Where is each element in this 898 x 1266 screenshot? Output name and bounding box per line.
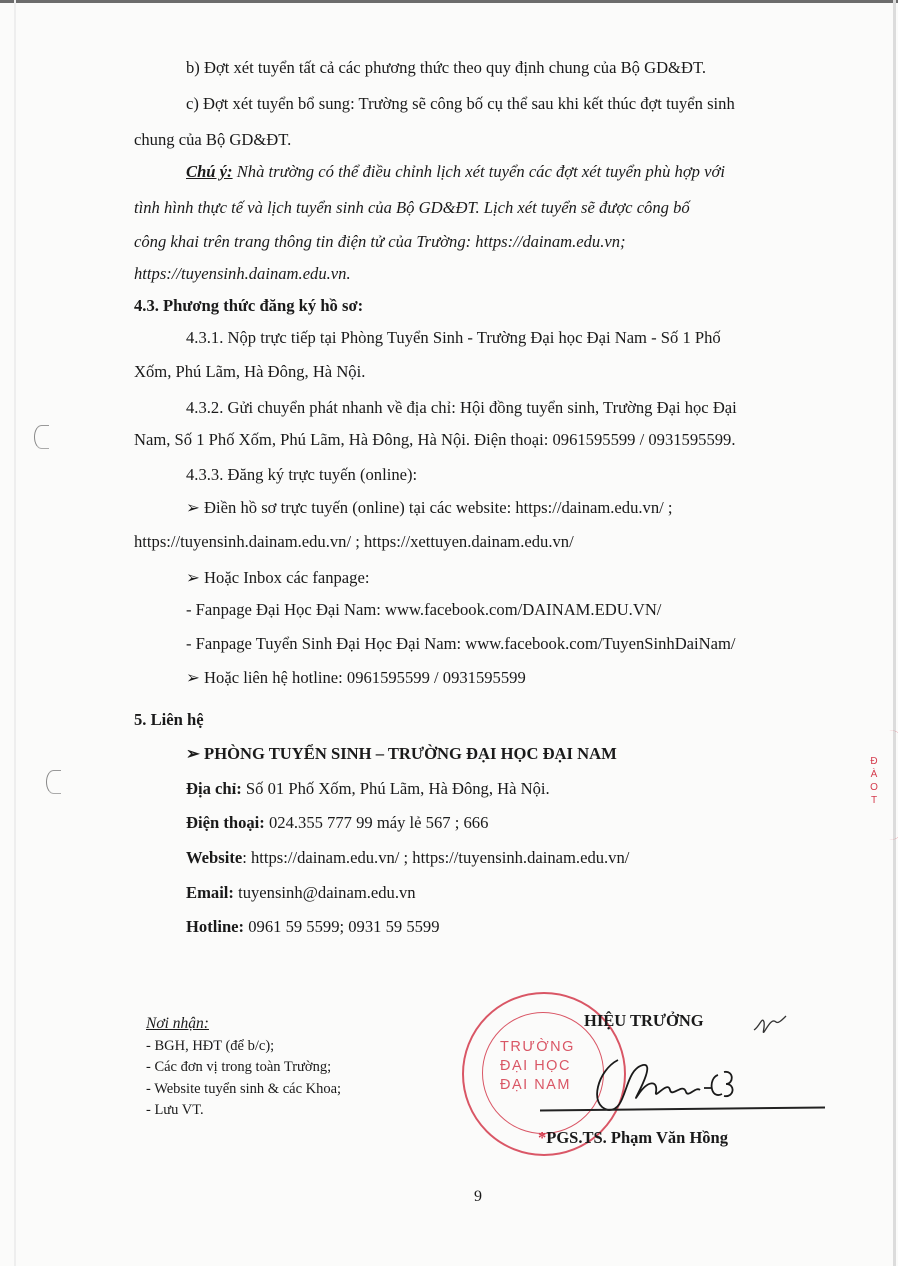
phone-value: 024.355 777 99 máy lẻ 567 ; 666	[264, 813, 489, 832]
note-paragraph	[186, 162, 725, 182]
punch-hole-mark	[34, 425, 49, 449]
stamp-text-line: TRƯỜNG	[500, 1039, 575, 1055]
hotline-label: Hotline:	[186, 917, 245, 936]
punch-hole-mark	[46, 770, 61, 794]
signer-title: HIỆU TRƯỞNG	[584, 1011, 704, 1030]
scan-top-edge	[0, 0, 898, 3]
address-value: Số 01 Phố Xốm, Phú Lãm, Hà Đông, Hà Nội.	[241, 779, 550, 798]
arrow-bullet-icon: ➢	[186, 744, 200, 763]
online-form-links: https://tuyensinh.dainam.edu.vn/ ; https://xettuyen.dainam.edu.vn/	[134, 532, 574, 551]
stamp-text-line: ĐẠI NAM	[500, 1077, 571, 1093]
inbox-item	[186, 568, 369, 588]
note-text-line2: tình hình thực tế và lịch tuyển sinh của Bộ GD&ĐT. Lịch xét tuyển sẽ được công bố	[134, 198, 690, 217]
hotline-text: Hoặc liên hệ hotline: 0961595599 / 0931595599	[199, 668, 526, 687]
initials-mark-icon	[752, 1008, 788, 1038]
phone-label: Điện thoại:	[186, 813, 265, 832]
recipient-item: - Lưu VT.	[146, 1102, 204, 1118]
website-label: Website	[186, 848, 243, 867]
contact-phone	[186, 813, 488, 833]
office-name	[186, 744, 617, 764]
contact-hotline	[186, 917, 440, 937]
signature-icon	[588, 1050, 738, 1115]
item-4-3-1-cont: Xốm, Phú Lãm, Hà Đông, Hà Nội.	[134, 362, 366, 381]
item-4-3-2-cont: Nam, Số 1 Phố Xốm, Phú Lãm, Hà Đông, Hà Nội. Điện thoại: 0961595599 / 0931595599.	[134, 430, 736, 449]
scan-left-edge	[14, 0, 16, 1266]
contact-website	[186, 848, 629, 868]
hotline-item	[186, 668, 526, 688]
email-value: tuyensinh@dainam.edu.vn	[233, 883, 416, 902]
item-4-3-3: 4.3.3. Đăng ký trực tuyến (online):	[186, 465, 418, 484]
item-c-text: c) Đợt xét tuyển bổ sung: Trường sẽ công bố cụ thể sau khi kết thúc đợt tuyển sinh	[186, 94, 735, 113]
note-label: Chú ý:	[186, 162, 233, 181]
recipients-heading: Nơi nhận:	[146, 1015, 209, 1032]
inbox-text: Hoặc Inbox các fanpage:	[199, 568, 370, 587]
online-form-item	[186, 498, 673, 518]
item-c-text-cont: chung của Bộ GD&ĐT.	[134, 130, 292, 149]
stamp-text-line: ĐẠI HỌC	[500, 1058, 571, 1074]
office-name-text: PHÒNG TUYỂN SINH – TRƯỜNG ĐẠI HỌC ĐẠI NAM	[199, 744, 617, 763]
section-4-3-heading: 4.3. Phương thức đăng ký hồ sơ:	[134, 296, 364, 315]
contact-email	[186, 883, 416, 903]
item-4-3-1: 4.3.1. Nộp trực tiếp tại Phòng Tuyển Sinh - Trường Đại học Đại Nam - Số 1 Phố	[186, 328, 721, 347]
partial-stamp-text: Đ À O T	[870, 756, 878, 806]
arrow-bullet-icon: ➢	[186, 498, 200, 517]
fanpage-2: - Fanpage Tuyển Sinh Đại Học Đại Nam: www.facebook.com/TuyenSinhDaiNam/	[186, 634, 736, 653]
scan-right-edge	[893, 0, 896, 1266]
website-value: : https://dainam.edu.vn/ ; https://tuyensinh.dainam.edu.vn/	[242, 848, 630, 867]
fanpage-1: - Fanpage Đại Học Đại Nam: www.facebook.com/DAINAM.EDU.VN/	[186, 600, 662, 619]
contact-address	[186, 779, 550, 799]
section-5-heading: 5. Liên hệ	[134, 710, 204, 729]
item-4-3-2: 4.3.2. Gửi chuyển phát nhanh về địa chỉ: Hội đồng tuyển sinh, Trường Đại học Đại	[186, 398, 737, 417]
note-text-line3: công khai trên trang thông tin điện tử của Trường: https://dainam.edu.vn;	[134, 232, 626, 251]
email-label: Email:	[186, 883, 234, 902]
recipient-item: - Các đơn vị trong toàn Trường;	[146, 1059, 332, 1075]
signer-name: *PGS.TS. Phạm Văn Hồng	[538, 1128, 728, 1147]
recipient-item: - Website tuyển sinh & các Khoa;	[146, 1081, 342, 1097]
item-b-text: b) Đợt xét tuyển tất cả các phương thức theo quy định chung của Bộ GD&ĐT.	[186, 58, 707, 77]
page-number: 9	[474, 1188, 482, 1205]
arrow-bullet-icon: ➢	[186, 568, 200, 587]
note-text: Nhà trường có thể điều chỉnh lịch xét tuyển các đợt xét tuyển phù hợp với	[232, 162, 725, 181]
address-label: Địa chỉ:	[186, 779, 242, 798]
note-text-line4: https://tuyensinh.dainam.edu.vn.	[134, 264, 351, 283]
online-form-text: Điền hồ sơ trực tuyến (online) tại các website: https://dainam.edu.vn/ ;	[199, 498, 673, 517]
hotline-value: 0961 59 5599; 0931 59 5599	[244, 917, 440, 936]
arrow-bullet-icon: ➢	[186, 668, 200, 687]
recipient-item: - BGH, HĐT (để b/c);	[146, 1038, 275, 1054]
